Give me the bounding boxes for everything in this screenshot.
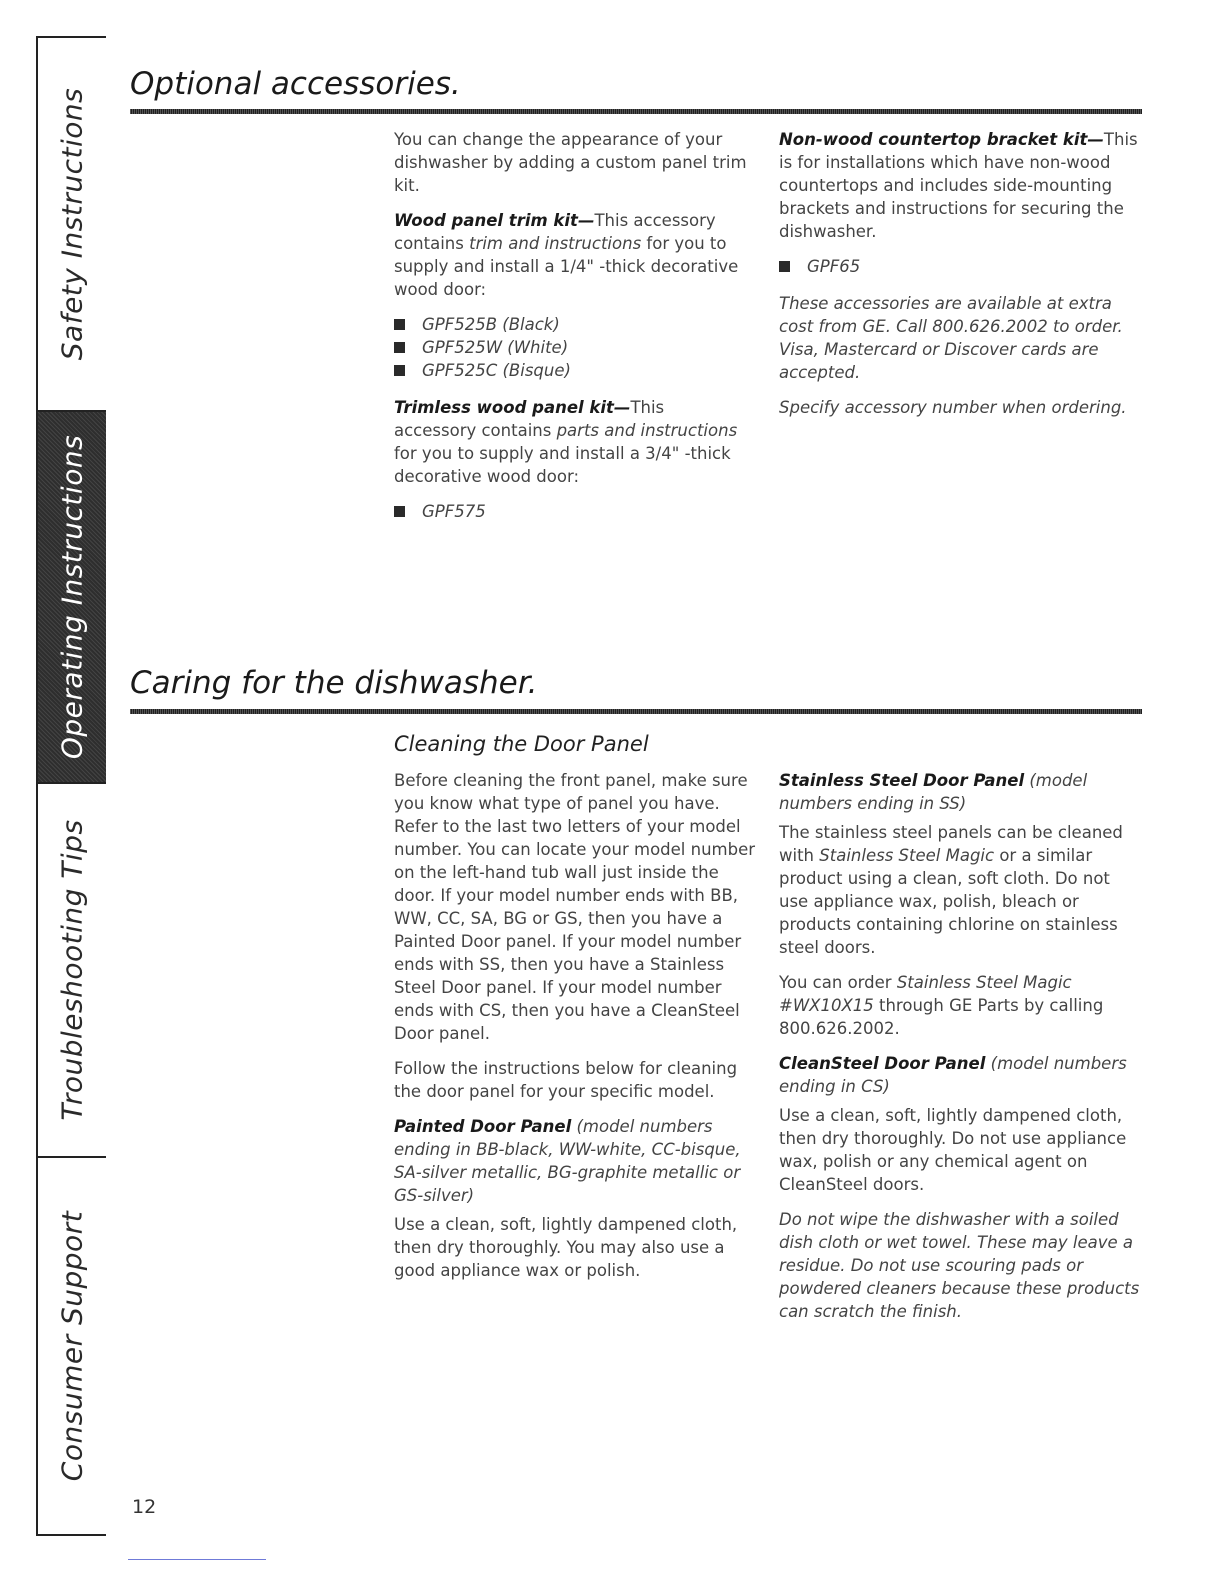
nonwood-kit-paragraph bbox=[779, 128, 1141, 243]
painted-panel-heading bbox=[394, 1115, 758, 1207]
nonwood-kit-text: This is for installations which have non-wood countertops and includes side-mounting brackets and instructions for securing the dishwasher. bbox=[779, 130, 1138, 241]
order-text-italic: Stainless Steel Magic #WX10X15 bbox=[779, 973, 1072, 1015]
painted-panel-note: (model numbers ending in BB-black, WW-white, CC-bisque, SA-silver metallic, BG-graphite metallic or GS-silver) bbox=[394, 1117, 741, 1205]
tab-safety-instructions[interactable] bbox=[38, 38, 106, 412]
tab-label: Safety Instructions bbox=[55, 87, 89, 361]
list-item: GPF525C (Bisque) bbox=[394, 359, 750, 382]
footer-divider bbox=[128, 1559, 266, 1560]
stainless-panel-note: (model numbers ending in SS) bbox=[779, 771, 1088, 813]
tab-consumer-support[interactable] bbox=[38, 1158, 106, 1534]
stainless-text: The stainless steel panels can be cleaned with bbox=[779, 823, 1123, 865]
tab-label: Troubleshooting Tips bbox=[55, 819, 89, 1121]
tab-troubleshooting-tips[interactable] bbox=[38, 784, 106, 1158]
warning-note: Do not wipe the dishwasher with a soiled dish cloth or wet towel. These may leave a residue. Do not use scouring pads or powdered cleaners because these products can scratch the finish. bbox=[779, 1210, 1140, 1321]
caring-right-column bbox=[779, 769, 1141, 1335]
list-item: GPF65 bbox=[779, 255, 1141, 278]
list-item: GPF575 bbox=[394, 500, 750, 523]
stainless-order-text bbox=[779, 971, 1141, 1040]
accessories-intro: You can change the appearance of your dishwasher by adding a custom panel trim kit. bbox=[394, 130, 747, 195]
section-title-optional-accessories: Optional accessories. bbox=[130, 66, 461, 102]
section-rule bbox=[130, 109, 1142, 114]
caring-left-column bbox=[394, 769, 758, 1294]
specify-note: Specify accessory number when ordering. bbox=[779, 398, 1127, 417]
page-number: 12 bbox=[132, 1496, 157, 1518]
stainless-text: or a similar product using a clean, soft cloth. Do not use appliance wax, polish, bleach or products containing chlorine on stainless steel doors. bbox=[779, 846, 1118, 957]
trimless-kit-text-italic: parts and instructions bbox=[556, 421, 738, 440]
section-title-caring: Caring for the dishwasher. bbox=[130, 665, 538, 701]
trimless-kit-lead: Trimless wood panel kit— bbox=[394, 398, 631, 417]
trimless-kit-model-list bbox=[394, 500, 750, 523]
tab-label: Consumer Support bbox=[55, 1210, 89, 1482]
caring-intro: Before cleaning the front panel, make sure you know what type of panel you have. Refer to the last two letters of your model number. You can locate your model number on the left-hand tub wall just inside the door. If your model number ends with BB, WW, CC, SA, BG or GS, then you have a Painted Door panel. If your model number ends with SS, then you have a Stainless Steel Door panel. If your model number ends with CS, then you have a CleanSteel Door panel. bbox=[394, 771, 756, 1043]
wood-kit-model-list bbox=[394, 313, 750, 382]
availability-note: These accessories are available at extra cost from GE. Call 800.626.2002 to order. Visa, Mastercard or Discover cards are accepted. bbox=[779, 294, 1123, 382]
cleansteel-panel-note: (model numbers ending in CS) bbox=[779, 1054, 1127, 1096]
order-text: You can order bbox=[779, 973, 897, 992]
painted-panel-lead: Painted Door Panel bbox=[394, 1117, 572, 1136]
wood-kit-lead: Wood panel trim kit— bbox=[394, 211, 595, 230]
trimless-kit-paragraph bbox=[394, 396, 750, 488]
tab-label: Operating Instructions bbox=[55, 434, 89, 760]
nonwood-kit-model-list bbox=[779, 255, 1141, 278]
nonwood-kit-lead: Non-wood countertop bracket kit— bbox=[779, 130, 1104, 149]
painted-panel-text: Use a clean, soft, lightly dampened cloth, then dry thoroughly. You may also use a good appliance wax or polish. bbox=[394, 1215, 738, 1280]
stainless-text-italic: Stainless Steel Magic bbox=[819, 846, 995, 865]
wood-kit-text: for you to supply and install a 1/4" -thick decorative wood door: bbox=[394, 234, 739, 299]
list-item: GPF525W (White) bbox=[394, 336, 750, 359]
stainless-panel-heading bbox=[779, 769, 1141, 815]
cleansteel-panel-text: Use a clean, soft, lightly dampened cloth, then dry thoroughly. Do not use appliance wax, polish or any chemical agent on CleanSteel doors. bbox=[779, 1106, 1127, 1194]
subhead-cleaning-door-panel: Cleaning the Door Panel bbox=[394, 732, 649, 756]
order-text: through GE Parts by calling 800.626.2002. bbox=[779, 996, 1104, 1038]
tab-operating-instructions[interactable] bbox=[38, 412, 106, 784]
caring-follow: Follow the instructions below for cleaning the door panel for your specific model. bbox=[394, 1059, 738, 1101]
trimless-kit-text: This accessory contains bbox=[394, 398, 665, 440]
cleansteel-panel-lead: CleanSteel Door Panel bbox=[779, 1054, 986, 1073]
stainless-panel-text bbox=[779, 821, 1141, 959]
accessories-right-column bbox=[779, 128, 1141, 431]
list-item: GPF525B (Black) bbox=[394, 313, 750, 336]
wood-kit-text: This accessory contains bbox=[394, 211, 716, 253]
cleansteel-panel-heading bbox=[779, 1052, 1141, 1098]
section-rule bbox=[130, 709, 1142, 714]
stainless-panel-lead: Stainless Steel Door Panel bbox=[779, 771, 1025, 790]
wood-kit-text-italic: trim and instructions bbox=[469, 234, 642, 253]
side-tab-strip bbox=[36, 36, 106, 1536]
accessories-left-column bbox=[394, 128, 750, 537]
trimless-kit-text: for you to supply and install a 3/4" -thick decorative wood door: bbox=[394, 444, 731, 486]
wood-kit-paragraph bbox=[394, 209, 750, 301]
